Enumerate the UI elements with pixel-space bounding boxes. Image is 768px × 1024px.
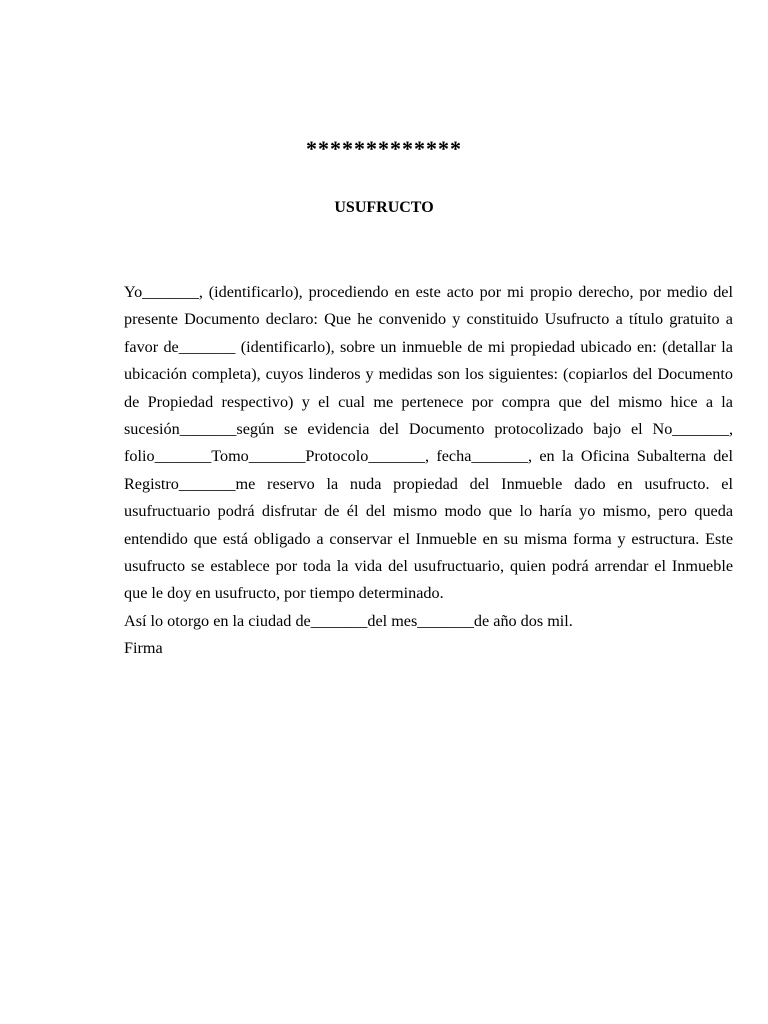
body-paragraph: Yo_______, (identificarlo), procediendo en este acto por mi propio derecho, por medio del presente Documento declaro: Que he convenido y constituido Usufructo a título gratuito a favor de_______ (identificarlo), sobre un inmueble de mi propiedad ubicado en: (detallar la ubicación completa), cuyos linderos y medidas son los siguientes: (copiarlos del Documento de Propiedad respectivo) y el cual me pertenece por compra que del mismo hice a la sucesión_______según se evidencia del Documento protocolizado bajo el No_______, folio_______Tomo_______Protocolo_______, fecha_______, en la Oficina Subalterna del Registro_______me reservo la nuda propiedad del Inmueble dado en usufructo. el usufructuario podrá disfrutar de él del mismo modo que lo haría yo mismo, pero queda entendido que está obligado a conservar el Inmueble en su misma forma y estructura. Este usufructo se establece por toda la vida del usufructuario, quien podrá arrendar el Inmueble que le doy en usufructo, por tiempo determinado. — [124, 283, 733, 603]
document-body — [124, 279, 733, 663]
document-title: USUFRUCTO — [334, 199, 434, 216]
signature-label: Firma — [124, 639, 163, 658]
decorative-stars: ************* — [306, 136, 462, 161]
closing-line: Así lo otorgo en la ciudad de_______del mes_______de año dos mil. — [124, 611, 573, 630]
